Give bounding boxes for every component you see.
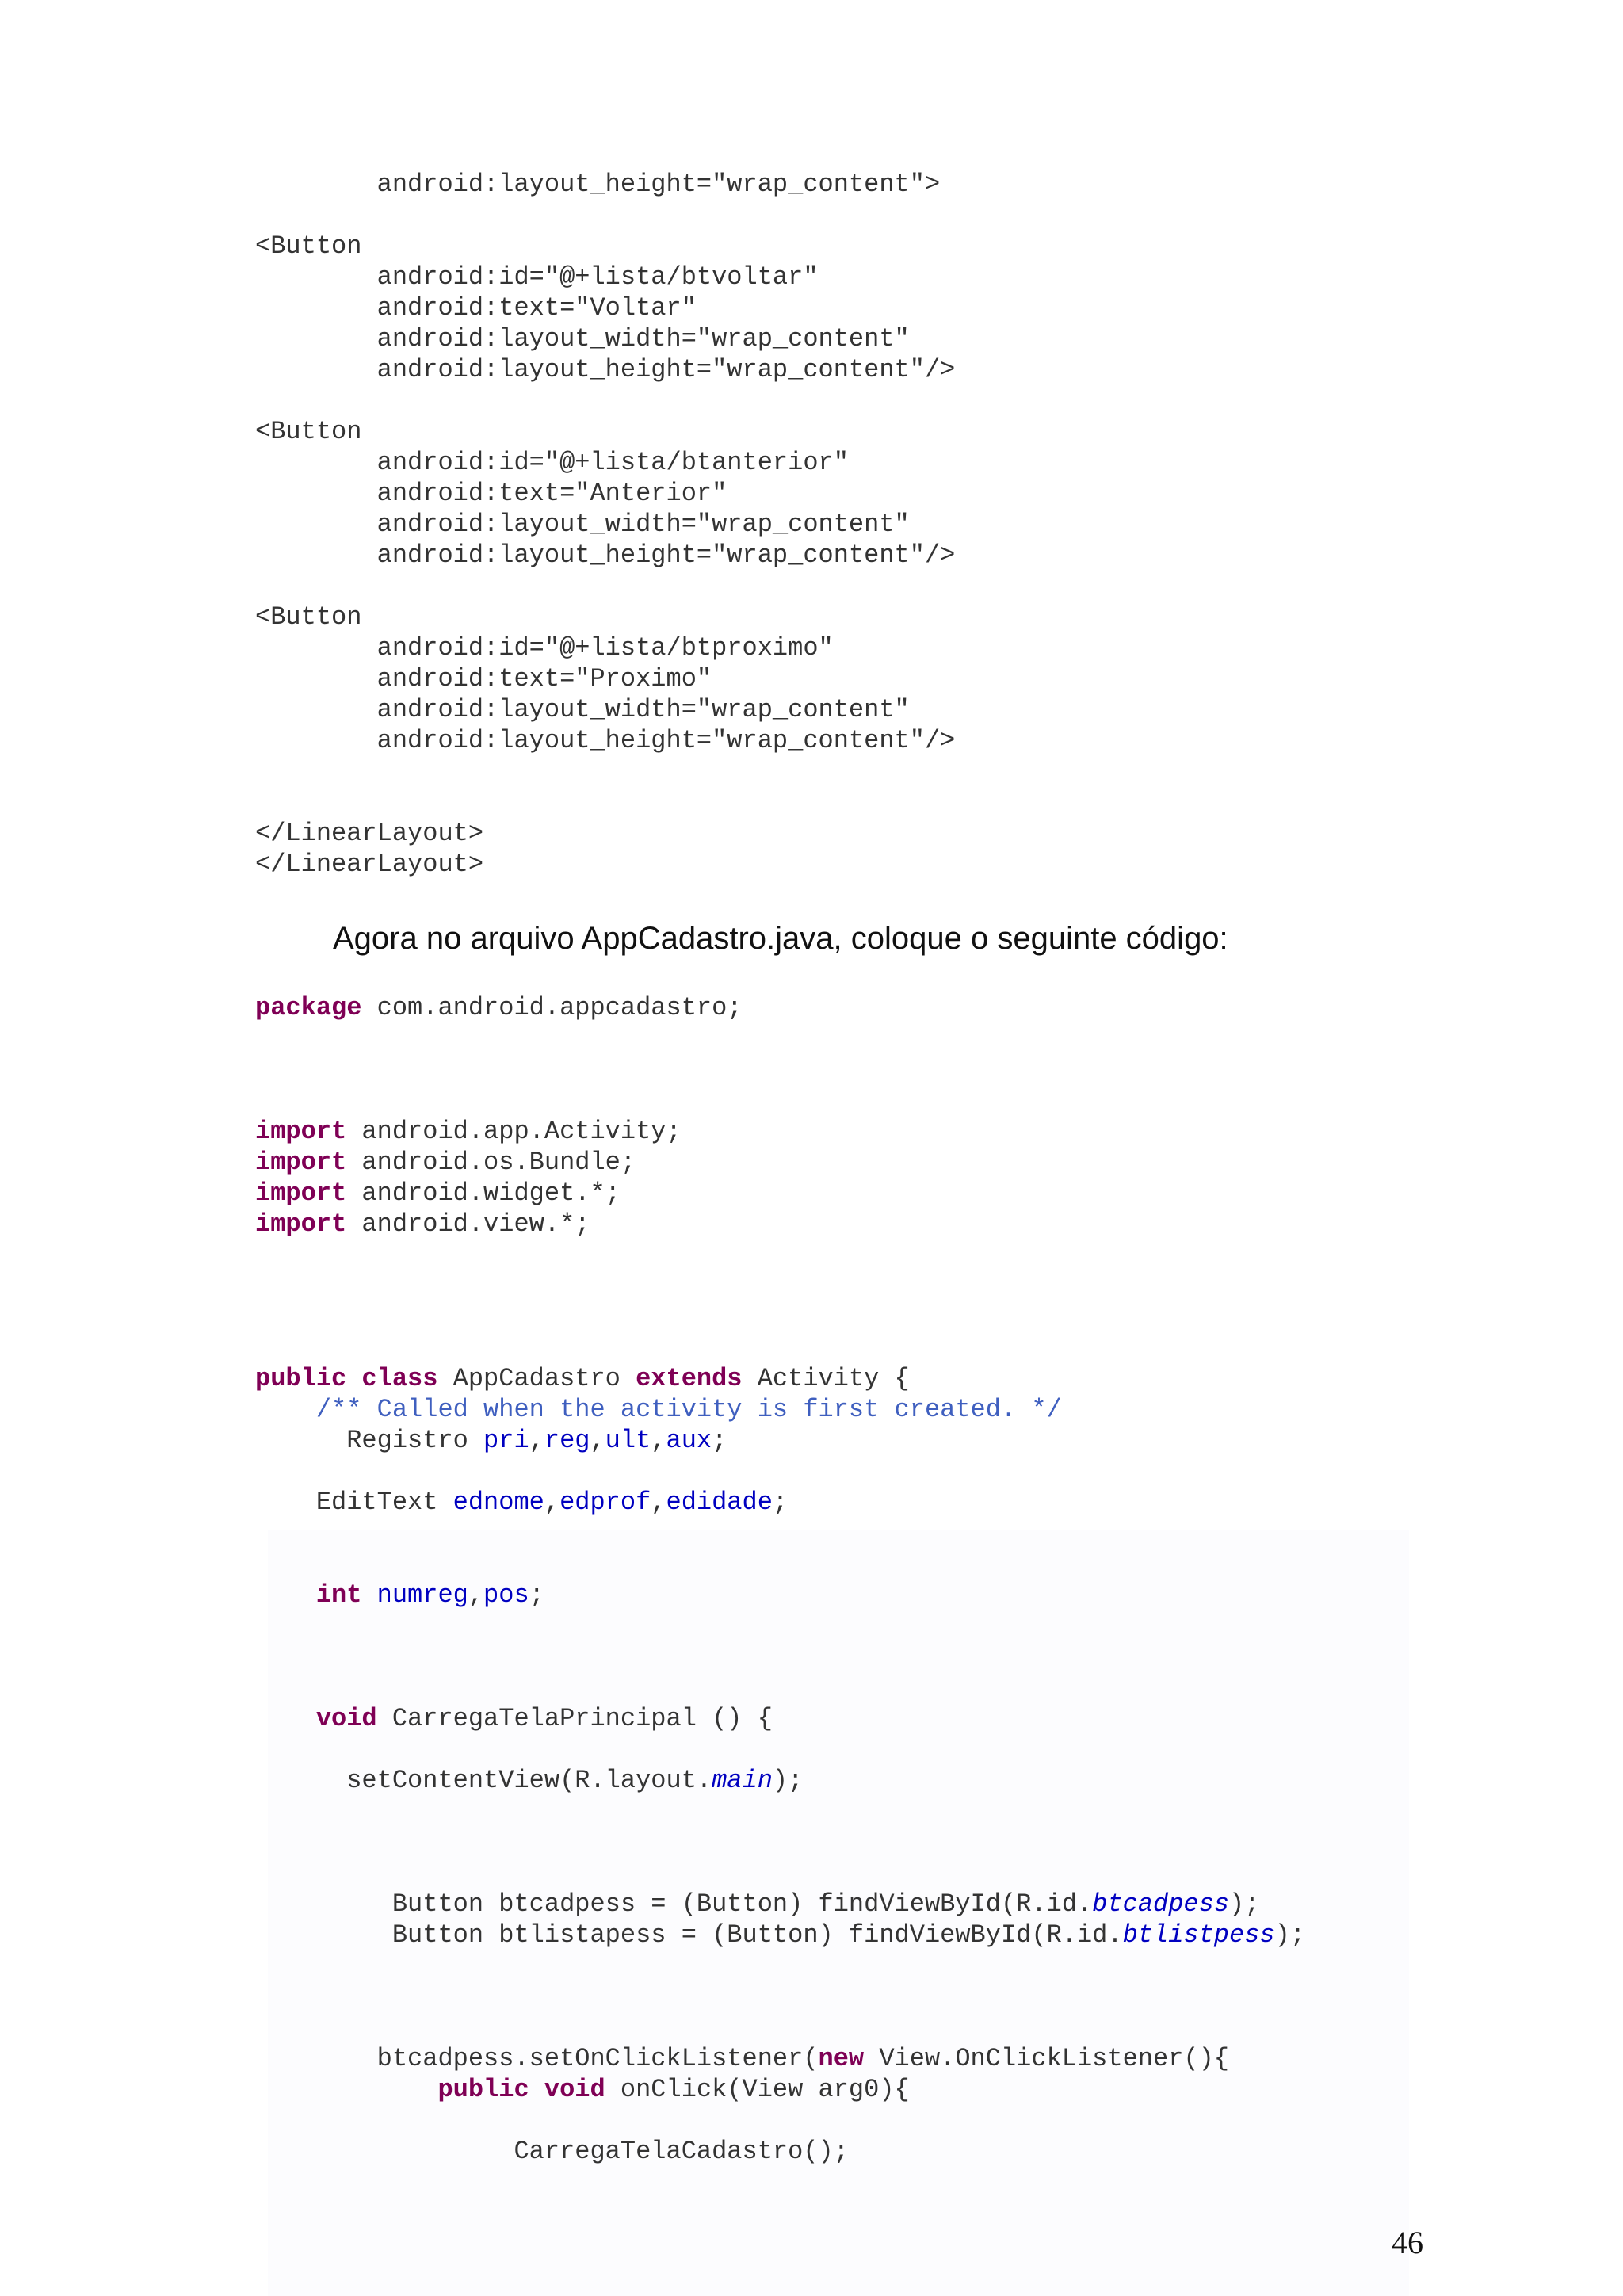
code-line: android:text="Anterior" xyxy=(255,479,727,508)
code-text: Button btlistapess = (Button) findViewById(R.id. xyxy=(255,1920,1123,1950)
code-line xyxy=(255,1981,1305,2012)
code-line xyxy=(255,1920,1305,1950)
code-line xyxy=(255,1023,1305,1054)
code-text: EditText xyxy=(255,1488,453,1517)
code-text: AppCadastro xyxy=(437,1364,636,1393)
code-text xyxy=(255,1580,316,1610)
code-text: android.widget.*; xyxy=(346,1179,621,1208)
code-line: android:text="Voltar" xyxy=(255,293,697,323)
code-text: Button btcadpess = (Button) findViewById(R.id. xyxy=(255,1889,1093,1919)
code-identifier: main xyxy=(712,1766,773,1795)
code-identifier: btlistpess xyxy=(1122,1920,1275,1950)
code-keyword: int xyxy=(315,1580,362,1610)
code-line: android:text="Proximo" xyxy=(255,664,712,693)
code-text xyxy=(255,1704,316,1733)
code-line xyxy=(255,1858,1305,1889)
code-line: android:id="@+lista/btanterior" xyxy=(255,448,849,477)
code-text: , xyxy=(529,1426,544,1455)
code-line xyxy=(255,385,955,416)
code-line: <Button xyxy=(255,602,362,632)
code-text: Registro xyxy=(255,1426,484,1455)
code-line: android:layout_width="wrap_content" xyxy=(255,510,910,539)
code-text: , xyxy=(544,1488,560,1517)
code-line xyxy=(255,1240,1305,1270)
code-line: android:id="@+lista/btproximo" xyxy=(255,633,834,663)
code-text: CarregaTelaPrincipal () { xyxy=(376,1704,773,1733)
code-text: , xyxy=(468,1580,484,1610)
code-keyword: import xyxy=(255,1179,347,1208)
code-keyword: public xyxy=(437,2075,529,2104)
code-text: ); xyxy=(1274,1920,1306,1950)
code-line xyxy=(255,1796,1305,1827)
instruction-paragraph: Agora no arquivo AppCadastro.java, coloque o seguinte código: xyxy=(333,921,1228,956)
code-line xyxy=(255,756,955,787)
code-line xyxy=(255,1301,1305,1332)
code-line xyxy=(255,1116,1305,1147)
code-line xyxy=(255,571,955,602)
code-line xyxy=(255,1332,1305,1363)
code-line xyxy=(255,1425,1305,1456)
xml-code-block xyxy=(255,169,955,880)
code-text xyxy=(346,1364,361,1393)
code-line: android:layout_width="wrap_content" xyxy=(255,695,910,724)
code-text: onClick(View arg0){ xyxy=(605,2075,910,2104)
code-line xyxy=(255,787,955,818)
code-text: setContentView(R.layout. xyxy=(255,1766,712,1795)
code-line xyxy=(255,1950,1305,1981)
code-line xyxy=(255,2012,1305,2043)
code-line xyxy=(255,200,955,231)
page-number: 46 xyxy=(1392,2225,1423,2260)
code-line xyxy=(255,1765,1305,1796)
code-line xyxy=(255,1580,1305,1610)
code-line xyxy=(255,1394,1305,1425)
code-line xyxy=(255,1672,1305,1703)
code-identifier: btcadpess xyxy=(1092,1889,1229,1919)
code-line xyxy=(255,1827,1305,1858)
code-line xyxy=(255,992,1305,1023)
code-identifier: aux xyxy=(666,1426,712,1455)
code-line xyxy=(255,1054,1305,1085)
code-text: Activity { xyxy=(742,1364,910,1393)
code-line: <Button xyxy=(255,231,362,261)
code-text xyxy=(529,2075,544,2104)
code-text xyxy=(361,1580,376,1610)
code-line: <Button xyxy=(255,417,362,446)
code-line xyxy=(255,2136,1305,2167)
code-identifier: ult xyxy=(605,1426,651,1455)
code-keyword: import xyxy=(255,1209,347,1239)
code-text: , xyxy=(590,1426,605,1455)
code-identifier: ednome xyxy=(453,1488,544,1517)
code-identifier: pri xyxy=(483,1426,529,1455)
code-keyword: class xyxy=(361,1364,438,1393)
code-text: ); xyxy=(1229,1889,1260,1919)
code-text: ; xyxy=(529,1580,544,1610)
code-line xyxy=(255,2105,1305,2136)
code-line xyxy=(255,2043,1305,2074)
code-line xyxy=(255,1085,1305,1116)
code-text: , xyxy=(651,1426,666,1455)
code-line xyxy=(255,1270,1305,1301)
code-line xyxy=(255,1147,1305,1178)
code-line: android:layout_height="wrap_content"> xyxy=(255,170,941,199)
code-text: android.app.Activity; xyxy=(346,1117,682,1146)
code-line xyxy=(255,1641,1305,1672)
code-line: android:layout_height="wrap_content"/> xyxy=(255,541,956,570)
code-keyword: extends xyxy=(636,1364,743,1393)
code-text: btcadpess.setOnClickListener( xyxy=(255,2044,819,2073)
code-text xyxy=(255,2075,437,2104)
code-identifier: edidade xyxy=(666,1488,773,1517)
code-keyword: import xyxy=(255,1148,347,1177)
code-text: View.OnClickListener(){ xyxy=(864,2044,1229,2073)
code-line: android:layout_width="wrap_content" xyxy=(255,324,910,353)
code-identifier: numreg xyxy=(376,1580,468,1610)
code-line xyxy=(255,1363,1305,1394)
java-code-block xyxy=(255,992,1305,2167)
code-text: android.view.*; xyxy=(346,1209,590,1239)
code-keyword: void xyxy=(544,2075,605,2104)
code-text: android.os.Bundle; xyxy=(346,1148,636,1177)
code-line xyxy=(255,1456,1305,1487)
code-line xyxy=(255,1209,1305,1240)
code-comment: /** Called when the activity is first created. */ xyxy=(315,1395,1062,1424)
code-text: ); xyxy=(772,1766,804,1795)
code-identifier: pos xyxy=(483,1580,529,1610)
code-line xyxy=(255,1518,1305,1549)
code-identifier: edprof xyxy=(559,1488,651,1517)
code-text: CarregaTelaCadastro(); xyxy=(255,2137,849,2166)
code-line: </LinearLayout> xyxy=(255,850,484,879)
code-line xyxy=(255,1734,1305,1765)
code-text: ; xyxy=(712,1426,727,1455)
code-keyword: public xyxy=(255,1364,347,1393)
code-line: </LinearLayout> xyxy=(255,819,484,848)
code-keyword: new xyxy=(818,2044,865,2073)
code-line xyxy=(255,1549,1305,1580)
code-line: android:layout_height="wrap_content"/> xyxy=(255,726,956,755)
code-identifier: reg xyxy=(544,1426,590,1455)
code-line xyxy=(255,1178,1305,1209)
code-text: com.android.appcadastro; xyxy=(361,993,743,1022)
code-line xyxy=(255,1487,1305,1518)
code-line: android:layout_height="wrap_content"/> xyxy=(255,355,956,384)
code-keyword: package xyxy=(255,993,362,1022)
code-line xyxy=(255,1610,1305,1641)
code-text xyxy=(255,1395,316,1424)
code-text: ; xyxy=(772,1488,789,1517)
code-keyword: import xyxy=(255,1117,347,1146)
code-line xyxy=(255,1889,1305,1920)
code-line: android:id="@+lista/btvoltar" xyxy=(255,262,819,292)
code-line xyxy=(255,2074,1305,2105)
code-line xyxy=(255,1703,1305,1734)
code-text: , xyxy=(651,1488,666,1517)
code-keyword: void xyxy=(315,1704,377,1733)
